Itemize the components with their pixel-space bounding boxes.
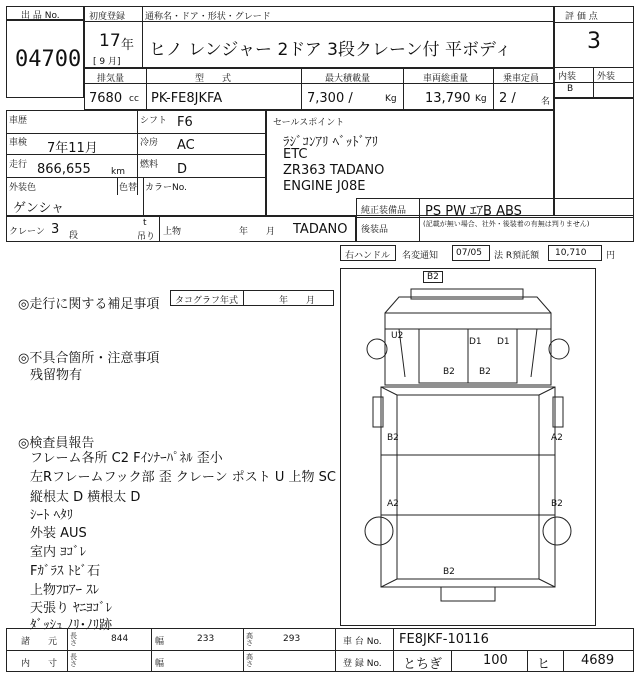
damage-mark-roof: B2: [423, 271, 443, 283]
mount-maker: TADANO: [293, 222, 348, 237]
lot-no: 04700: [15, 47, 82, 72]
recycle-unit: 円: [606, 251, 616, 261]
name-change-label: 名変通知: [402, 251, 439, 261]
max-load-unit: Kg: [385, 94, 397, 104]
model: PK-FE8JKFA: [151, 91, 223, 106]
damage-mark-cab-left: B2: [443, 367, 455, 377]
chassis-label: 車 台 No.: [343, 637, 382, 647]
tacho-label: タコグラフ年式: [175, 296, 239, 306]
interior-length-label: 長さ: [70, 653, 77, 668]
sales-point-4: ENGINE J08E: [283, 179, 366, 194]
mount-label: 上物: [163, 227, 182, 237]
reg-label: 登 録 No.: [343, 659, 382, 669]
color-no-label: カラーNo.: [145, 183, 187, 193]
spec-label: 諸 元: [21, 637, 58, 647]
recycle-label: 法 R預託額: [494, 251, 540, 261]
history-label: 車歴: [9, 116, 28, 126]
inspector-line-10: ﾀﾞｯｼｭ ﾉﾘ･ﾉﾘ跡: [30, 618, 113, 633]
first-reg-label: 初度登録: [89, 12, 126, 22]
reg-month: [ 9 月]: [93, 57, 121, 67]
right-hand: 右ハンドル: [345, 251, 391, 261]
score: 3: [587, 29, 601, 54]
inspector-line-8: 上物ﾌﾛｱｰ ｽﾚ: [30, 583, 100, 598]
shift-label: シフト: [140, 116, 168, 126]
damage-mark-bed-right: A2: [551, 433, 563, 443]
vehicle-diagram: [340, 268, 596, 626]
damage-mark-rear-left: A2: [387, 499, 399, 509]
sales-point-1: ﾗｼﾞｺﾝｱﾘ ﾍﾞｯﾄﾞｱﾘ: [283, 135, 379, 150]
crane-stages-unit: 段: [69, 231, 79, 241]
sales-point-2: ETC: [283, 147, 308, 162]
displacement-label: 排気量: [97, 74, 125, 84]
interior-width-label: 幅: [155, 659, 165, 669]
damage-mark-bed-left: B2: [387, 433, 399, 443]
capacity: 2 /: [499, 91, 516, 106]
genuine-label: 純正装備品: [361, 206, 407, 216]
width-label: 幅: [155, 637, 165, 647]
crane-t-label: t: [143, 218, 147, 228]
score-label: 評 価 点: [565, 12, 598, 22]
damage-mark-rear-right: B2: [551, 499, 563, 509]
inspector-line-3: 縦根太 D 横根太 D: [30, 490, 141, 505]
reg-class: 100: [483, 653, 508, 668]
reg-kana: ヒ: [537, 657, 551, 672]
color: ゲンシャ: [13, 201, 65, 216]
tacho-cell: [170, 290, 334, 306]
defect-1: 残留物有: [30, 368, 83, 383]
name-header: 通称名・ドア・形状・グレード: [145, 12, 271, 22]
damage-mark-rear: B2: [443, 567, 455, 577]
max-load: 7,300 /: [307, 91, 353, 106]
tacho-date: 年 月: [279, 296, 316, 306]
truck-outline: [341, 269, 595, 625]
name-change-date: 07/05: [456, 248, 482, 258]
displacement: 7680: [89, 91, 123, 106]
reg-region: とちぎ: [403, 657, 443, 672]
capacity-unit: 名: [541, 97, 551, 107]
damage-mark-u2: U2: [391, 331, 404, 341]
mount-date: 年 月: [239, 227, 276, 237]
mileage-unit: km: [111, 167, 125, 177]
reg-number: 4689: [581, 653, 615, 668]
inspector-line-1: フレーム各所 C2 Fｲﾝﾅｰﾊﾟﾈﾙ 歪小: [30, 451, 223, 466]
inspector-line-5: 外装 AUS: [30, 526, 87, 541]
gross-weight: 13,790: [425, 91, 471, 106]
aftermarket-label: 後装品: [361, 225, 389, 235]
mileage-label: 走行: [9, 160, 28, 170]
inspector-title: ◎検査員報告: [18, 436, 95, 451]
fuel-label: 燃料: [140, 160, 159, 170]
reg-year: 17: [99, 31, 121, 51]
inspector-line-2: 左Rフレームフック部 歪 クレーン ポスト U 上物 SC: [30, 470, 336, 485]
name-change-cell: [452, 245, 490, 261]
recycle-cell: [548, 245, 602, 261]
width: 233: [197, 634, 215, 644]
score-cell: [554, 6, 634, 98]
crane-label: クレーン: [9, 227, 45, 237]
dimensions-block: [6, 628, 634, 672]
recycle-amount: 10,710: [555, 248, 587, 258]
inspector-line-6: 室内 ﾖｺﾞﾚ: [30, 545, 87, 560]
vehicle-name: ヒノ レンジャー 2ドア 3段クレーン付 平ボディ: [149, 40, 512, 60]
ac: AC: [177, 138, 195, 153]
chassis: FE8JKF-10116: [399, 632, 489, 647]
spec-row: [84, 68, 554, 110]
ac-label: 冷房: [140, 138, 159, 148]
length: 844: [111, 634, 129, 644]
capacity-label: 乗車定員: [503, 74, 540, 84]
inspection: 7年11月: [47, 141, 98, 156]
defects-title: ◎不具合箇所・注意事項: [18, 351, 160, 366]
color-label: 外装色: [9, 183, 37, 193]
inspector-line-7: Fｶﾞﾗｽ ﾄﾋﾞ石: [30, 564, 101, 579]
sales-point-3: ZR363 TADANO: [283, 163, 385, 178]
fuel: D: [177, 162, 188, 177]
sales-points-label: セールスポイント: [273, 118, 345, 128]
height: 293: [283, 634, 301, 644]
reg-year-unit: 年: [121, 38, 135, 53]
exterior-label: 外装: [597, 72, 616, 82]
details-block: [6, 110, 266, 216]
genuine-equipment: PS PW ｴｱB ABS: [425, 204, 522, 219]
aftermarket-note: (記載が無い場合、社外・後装着の有無は判りません): [423, 220, 590, 228]
inspection-label: 車検: [9, 138, 28, 148]
shift: F6: [177, 115, 193, 130]
crane-stages: 3: [51, 222, 60, 237]
gross-weight-unit: Kg: [475, 94, 487, 104]
vehicle-name-cell: [84, 6, 554, 68]
lot-no-cell: [6, 20, 84, 98]
lot-no-label-cell: [6, 6, 84, 20]
lot-no-label: 出 品 No.: [21, 11, 60, 21]
length-label: 長さ: [70, 632, 77, 647]
damage-mark-cab-right: B2: [479, 367, 491, 377]
inspector-line-4: ｼｰﾄ ﾍﾀﾘ: [30, 508, 74, 523]
inspector-line-9: 天張り ﾔﾆﾖｺﾞﾚ: [30, 601, 113, 616]
driving-notes-title: ◎走行に関する補足事項: [18, 297, 160, 312]
crane-hook-label: 吊り: [137, 232, 156, 242]
mileage: 866,655: [37, 162, 91, 177]
interior-height-label: 高さ: [246, 653, 253, 668]
interior-grade: B: [567, 84, 574, 94]
color-change-label: 色替: [119, 183, 138, 193]
right-hand-flag: [340, 245, 396, 261]
crane-row: [6, 216, 356, 242]
displacement-unit: cc: [129, 94, 139, 104]
max-load-label: 最大積載量: [325, 74, 371, 84]
interior-dim-label: 内 寸: [21, 659, 58, 669]
gross-weight-label: 車両総重量: [423, 74, 469, 84]
interior-label: 内装: [558, 72, 577, 82]
damage-mark-d1-right: D1: [497, 337, 510, 347]
model-label: 型 式: [195, 74, 232, 84]
equipment-block: [356, 198, 634, 242]
damage-mark-d1-left: D1: [469, 337, 482, 347]
height-label: 高さ: [246, 632, 253, 647]
